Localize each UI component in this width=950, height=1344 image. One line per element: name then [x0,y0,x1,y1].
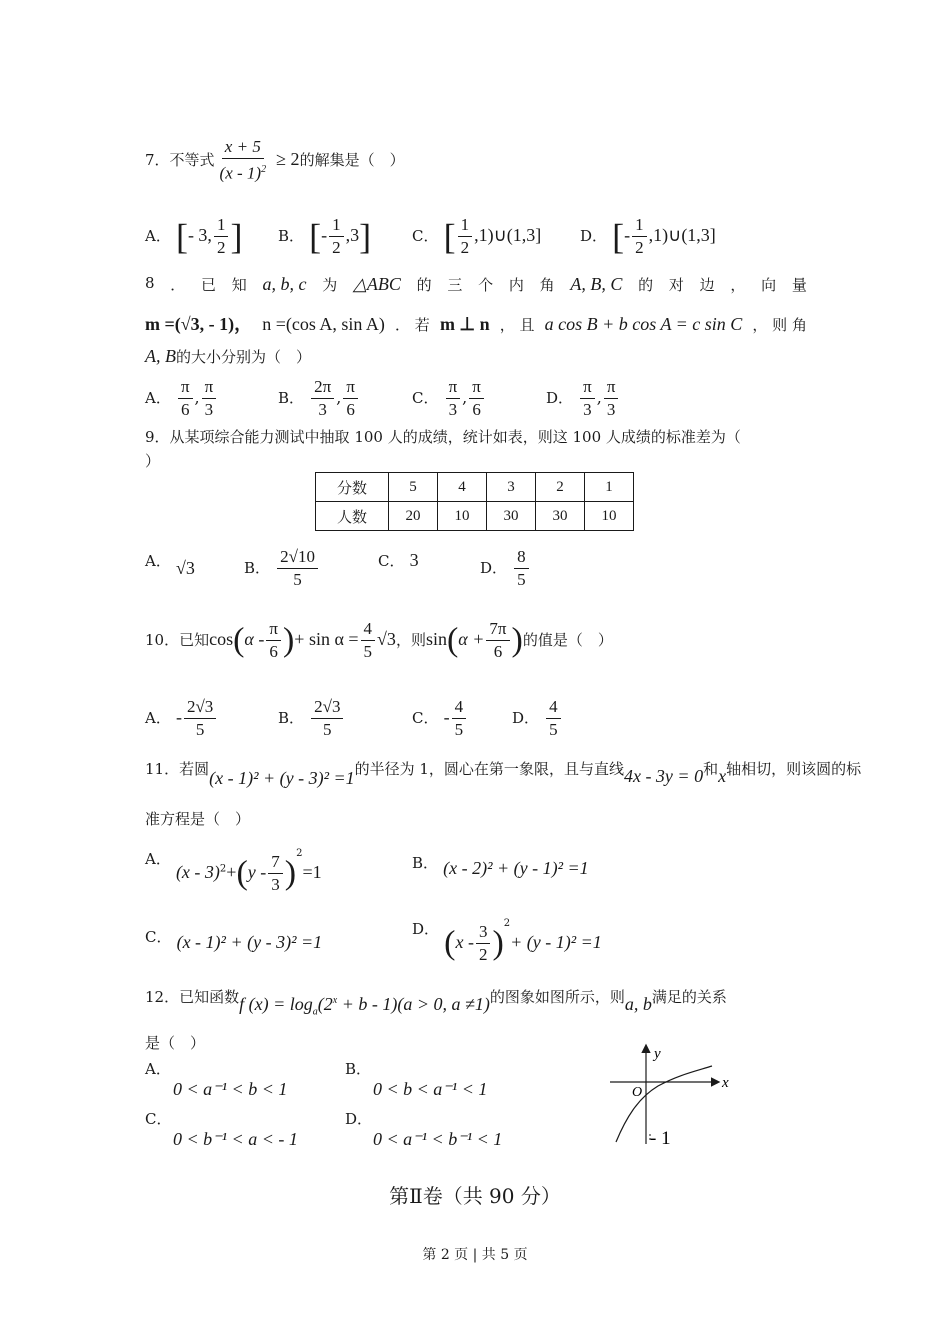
q10-stem: 10．已知cos(α - $\frac{\pi}{6}$ )+ sin α = $\frac{4}{5}$ √3，则sin(α + $\frac{7\pi}{6}$ )的值是（ ） [145,619,613,661]
q8-a-n2: π [202,376,217,399]
q7-d-post: ,1) [648,225,669,245]
q10-arg2: α + [458,629,485,649]
q8-w11: 角 [539,276,555,294]
q7-den [217,159,270,185]
q12-c-value: 0 < b⁻¹ < a < - 1 [173,1129,298,1149]
q7-option-c [412,214,541,259]
q8-w0: 8 [145,274,155,292]
q11-line: 4x - 3y = 0 [623,766,704,786]
q7-option-d [580,214,716,259]
q8-w6: △ABC [353,274,401,294]
q7-c-union: ∪ [493,225,507,245]
q8-w2: 已 [201,276,217,294]
q11-a-sq: 2 [219,863,227,875]
q11-a-inner: y - [247,862,267,882]
q7-c-den: 2 [460,238,470,257]
q7-b-frac [329,214,344,259]
q10-mid: ，则 [395,631,426,649]
q8-label-b: B． [278,389,305,407]
q8-w13: 的 [638,276,654,294]
table-cell: 20 [389,502,438,531]
table-cell: 分数 [316,473,389,502]
q10-a-sign: - [175,707,182,727]
q10-d2: 6 [493,642,503,661]
q9-option-c [378,550,419,571]
q8-w9: 个 [478,276,494,294]
q7-option-a [145,214,242,259]
q7-a-rbrk: ] [230,216,243,257]
q11-option-c [145,926,323,952]
q10-option-a [145,696,218,741]
q7-label-a: A． [145,227,171,245]
q9-option-d [480,546,531,591]
q7-d-tail: (1,3] [681,225,716,245]
q8-option-d: D． $\frac{\pi}{3}$ , $\frac{\pi}{3}$ [546,376,620,421]
q9-label-c: C． [378,552,405,570]
q8-option-b: B． $\frac{2\pi}{3}$ , $\frac{\pi}{6}$ [278,376,360,421]
q8-w14: 对 [668,276,684,294]
q10-n2: 7π [486,618,509,641]
q8-d-d2: 3 [606,400,616,419]
q9-option-b [244,546,320,591]
q10-b-num: 2√3 [311,696,343,719]
q8-c-d1: 3 [448,400,458,419]
q7-d-num: 1 [632,214,647,237]
q8-vector-m: m =(√3, - 1)， [145,314,253,334]
q7-a-lbrk: [ [175,216,188,257]
q8-label-c: C． [412,389,439,407]
q11-d-den: 2 [478,945,488,964]
q11-option-d: D． (x - $\frac{3}{2}$ )$^2$+ (y - 1)² =1 [412,918,602,964]
table-cell: 3 [487,473,536,502]
q9-b-num: 2√10 [277,546,318,569]
q11-c: (x - 1)² + (y - 3)² =1 [209,768,355,788]
q8-b-d2: 6 [346,400,355,419]
q11-d-inner: x - [455,932,474,952]
q12-ab: a, b [624,994,652,1014]
q7-relation: ≥ 2 [276,148,300,169]
q12-label-c: C． [145,1110,172,1128]
q7-stem-suffix: 的解集是（ ） [299,150,405,169]
q7-b-num: 1 [329,214,344,237]
q7-d-pre: - [624,225,631,245]
q11-a-sq2: 2 [296,848,303,859]
q7-den-text: (x - 1) [219,163,262,183]
q7-d-frac [632,214,647,259]
table-cell: 30 [536,502,585,531]
q7-label-b: B． [278,227,305,245]
q8-option-a: A． $\frac{\pi}{6}$ , $\frac{\pi}{3}$ [145,376,218,421]
q10-d1: 6 [269,642,278,661]
q8-c-d2: 6 [472,400,481,419]
q9-a-value: √3 [175,558,195,578]
q10-option-c [412,696,468,741]
q8-a-d1: 6 [180,400,190,419]
q9-stem-close: ） [145,452,161,470]
q7-d-lbrk: [ [612,216,625,257]
q12-p1: 12．已知函数 [145,988,240,1006]
q10-n1: π [266,618,281,641]
q12-function-graph [600,1040,750,1150]
q9-label-b: B． [244,559,271,577]
q10-c-num: 4 [452,696,467,719]
q11-stem-cont [145,808,250,829]
q9-stem-cont [145,450,160,471]
q12-stem-cont [145,1032,205,1053]
q10-c-den: 5 [454,720,464,739]
q9-label-a: A． [145,552,171,570]
q12-supx: x [332,995,338,1006]
q8-b-d1: 3 [318,400,327,419]
y-axis-label: y [654,1046,661,1062]
q10-sin: sin [425,629,447,649]
q8-and: ， 且 [499,316,535,334]
q8-label-a: A． [145,389,171,407]
q7-a-num: 1 [214,214,229,237]
q8-w5: 为 [322,276,338,294]
q12-p4: 是（ ） [145,1034,206,1052]
q9-c-value: 3 [409,550,419,570]
q8-a-d2: 3 [204,400,214,419]
table-cell: 10 [438,502,487,531]
q11-a-eq: =1 [302,862,322,882]
q7-c-lbrk: [ [443,216,456,257]
q8-if: ． 若 [395,316,430,334]
q10-post: 的值是（ ） [522,631,613,649]
q7-b-lbrk: [ [309,216,322,257]
q11-a-num: 7 [268,851,283,874]
q11-option-a: A． (x - 3)$^2$+(y - $\frac{7}{3}$ )$^2$=1 [145,848,322,894]
q11-label-b: B． [412,854,439,872]
q11-a-den: 3 [271,875,280,894]
q7-option-b [278,214,371,259]
q7-stem [145,136,405,185]
q8-option-c: C． $\frac{\pi}{3}$ , $\frac{\pi}{6}$ [412,376,486,421]
q10-pre: 10．已知 [145,631,210,649]
q8-ab: A, B [145,346,176,366]
q8-w10: 内 [508,276,524,294]
q12-b-value: 0 < b < a⁻¹ < 1 [373,1079,488,1099]
q8-w18: 量 [791,276,807,294]
q12-option-b [345,1058,487,1100]
q9-d-den: 5 [517,570,526,589]
q10-arg1: α - [244,629,265,649]
q10-c-sign: - [443,707,450,727]
q8-w8: 三 [447,276,463,294]
q7-label-c: C． [412,227,439,245]
q8-w12: A, B, C [570,274,623,294]
q11-option-b [412,852,589,878]
q11-d-num: 3 [476,921,491,944]
q8-then: ， 则 角 [752,316,807,334]
q11-a-pre: (x - 3) [175,862,220,882]
q8-ask: 的大小分别为（ ） [176,348,312,366]
q12-function [239,994,490,1018]
q8-perp: m ⊥ n [439,314,490,334]
q9-stem-text: 9．从某项综合能力测试中抽取 100 人的成绩，统计如表，则这 100 人成绩的标准差为（ [145,428,741,446]
q12-sub: a [312,1006,318,1018]
q11-c-value: (x - 1)² + (y - 3)² =1 [176,932,323,952]
q10-rd: 5 [363,642,373,661]
q10-b-den: 5 [323,720,332,739]
q8-w4: a, b, c [262,274,307,294]
q9-d-num: 8 [514,546,529,569]
q12-p3: 满足的关系 [651,988,727,1006]
q7-a-pre: - 3, [187,225,212,245]
q11-a-plus: + [226,862,237,882]
q12-stem [145,986,727,1018]
q10-d-den: 5 [549,720,558,739]
q12-option-c [145,1108,298,1150]
q11-x: x [718,766,727,786]
q8-w7: 的 [416,276,432,294]
q8-label-d: D． [546,389,574,407]
q11-d-tail: + (y - 1)² =1 [510,932,602,952]
q10-label-c: C． [412,709,439,727]
q8-w17: 向 [761,276,777,294]
q8-d-n1: π [580,376,595,399]
origin-label: O [632,1085,643,1100]
q8-w16: ， [730,276,746,294]
q11-p1: 11．若圆 [145,760,210,778]
q11-p2: 的半径为 1，圆心在第一象限，且与直线 [354,760,624,778]
table-cell: 人数 [316,502,389,531]
q11-b-value: (x - 2)² + (y - 1)² =1 [443,858,589,878]
x-axis-label: x [722,1075,729,1091]
section-title: 第Ⅱ卷（共 90 分） [389,1184,561,1208]
table-cell: 5 [389,473,438,502]
q12-label-d: D． [345,1110,373,1128]
q7-b-den: 2 [332,238,341,257]
q7-d-den: 2 [635,238,644,257]
q8-d-n2: π [604,376,619,399]
q8-c-n1: π [446,376,461,399]
q8-vector-n: n =(cos A, sin A) [262,314,385,334]
q10-option-b [278,696,345,741]
q10-option-d [512,696,563,741]
q9-stem [145,426,741,447]
q7-a-frac [214,214,229,259]
q11-p4: 轴相切，则该圆的标 [726,760,862,778]
q11-label-a: A． [145,850,171,868]
page-footer: 第 2 页 | 共 5 页 [422,1247,528,1263]
q7-num: x + 5 [222,136,264,159]
q7-a-den: 2 [216,238,226,257]
q8-c-n2: π [469,376,484,399]
q7-c-frac [458,214,473,259]
q12-f2: (2 [317,994,333,1014]
q7-stem-prefix: 7．不等式 [145,150,215,169]
table-cell: 2 [536,473,585,502]
q8-w1: ． [170,276,186,294]
q11-d-sq: 2 [503,918,511,929]
q12-label-a: A． [145,1060,171,1078]
q12-a-value: 0 < a⁻¹ < b < 1 [173,1079,288,1099]
q8-stem-line3 [145,346,311,367]
q8-w3: 知 [231,276,247,294]
q7-den-sup: 2 [261,164,267,175]
minus-one-label: - 1 [650,1128,671,1149]
table-row [316,473,634,502]
q8-stem-line1 [145,274,807,295]
table-cell: 1 [585,473,634,502]
q9-option-a [145,550,195,578]
q8-d-d1: 3 [583,400,592,419]
table-cell: 4 [438,473,487,502]
q10-cos: cos [209,629,234,649]
table-cell: 30 [487,502,536,531]
q10-label-b: B． [278,709,305,727]
q7-c-post: ,1) [474,225,494,245]
q12-f: f (x) = log [239,994,313,1014]
q8-b-n1: 2π [311,376,334,399]
q10-label-a: A． [145,709,171,727]
table-row [316,502,634,531]
q10-rn: 4 [361,618,376,641]
q7-b-post: ,3 [345,225,360,245]
q11-label-c: C． [145,928,172,946]
q10-a-den: 5 [195,720,205,739]
q7-c-tail: (1,3] [506,225,542,245]
q7-fraction [217,136,270,185]
q11-p5: 准方程是（ ） [145,810,251,828]
q10-d-num: 4 [546,696,561,719]
q12-label-b: B． [345,1060,372,1078]
q9-label-d: D． [480,559,508,577]
q12-f3: + b - 1)(a > 0, a ≠1) [337,994,490,1014]
q9-b-den: 5 [293,570,302,589]
table-cell: 10 [585,502,634,531]
q7-d-union: ∪ [668,225,682,245]
q12-option-a [145,1058,287,1100]
q12-p2: 的图象如图所示，则 [489,988,625,1006]
q10-label-d: D． [512,709,540,727]
q10-a-num: 2√3 [184,696,216,719]
q8-b-n2: π [343,376,358,399]
q10-rsqrt: √3 [377,629,396,649]
q9-score-table [315,472,634,531]
q8-equation: a cos B + b cos A = c sin C [544,314,743,334]
q11-p3: 和 [703,760,719,778]
q10-plus: + sin α = [294,629,359,649]
q7-b-rbrk: ] [359,216,372,257]
q12-option-d [345,1108,502,1150]
q7-b-pre: - [321,225,328,245]
q11-stem [145,758,862,788]
q12-d-value: 0 < a⁻¹ < b⁻¹ < 1 [373,1129,503,1149]
q8-a-n1: π [178,376,193,399]
q11-label-d: D． [412,920,440,938]
q8-stem-line2 [145,310,807,336]
q7-c-num: 1 [458,214,473,237]
q7-label-d: D． [580,227,608,245]
q8-w15: 边 [699,276,715,294]
